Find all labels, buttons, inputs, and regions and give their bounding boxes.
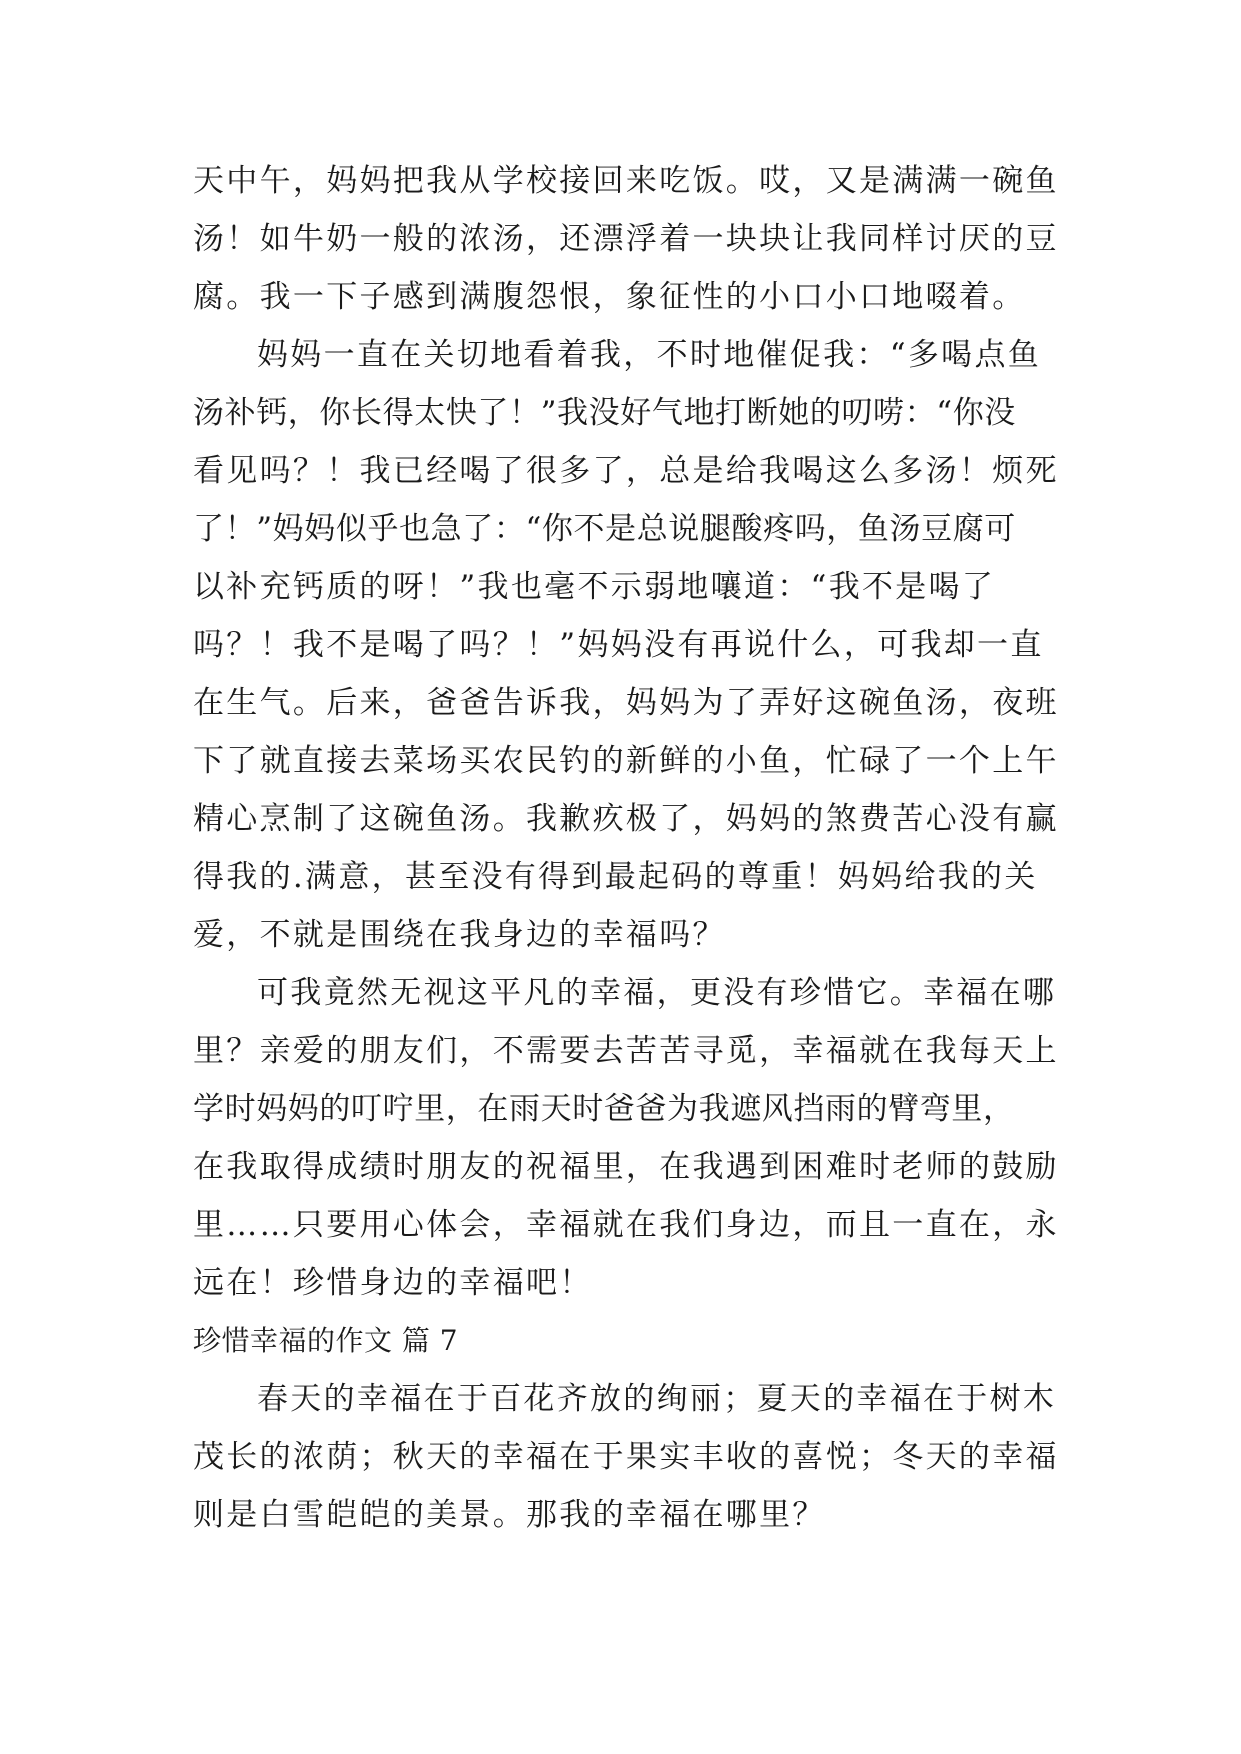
- text-line: 爱，不就是围绕在我身边的幸福吗？: [193, 917, 726, 953]
- text-line: 在我取得成绩时朋友的祝福里，在我遇到困难时老师的鼓励: [193, 1149, 1059, 1185]
- text-line: 下了就直接去菜场买农民钓的新鲜的小鱼，忙碌了一个上午: [193, 743, 1059, 779]
- text-line: 则是白雪皑皑的美景。那我的幸福在哪里？: [193, 1497, 826, 1533]
- text-line: 妈妈一直在关切地看着我，不时地催促我：“多喝点鱼: [257, 337, 1042, 373]
- text-line: 春天的幸福在于百花齐放的绚丽；夏天的幸福在于树木: [257, 1381, 1057, 1417]
- text-line: 吗？！我不是喝了吗？！”妈妈没有再说什么，可我却一直: [193, 627, 1044, 663]
- text-line: 在生气。后来，爸爸告诉我，妈妈为了弄好这碗鱼汤，夜班: [193, 685, 1059, 721]
- paragraph-fish-soup: [193, 326, 1059, 964]
- text-line: 了！”妈妈似乎也急了：“你不是总说腿酸疼吗，鱼汤豆腐可: [193, 511, 1016, 547]
- section-heading: 珍惜幸福的作文 篇 7: [193, 1324, 459, 1357]
- paragraph-continuation: [193, 152, 1059, 326]
- text-line: 里？亲爱的朋友们，不需要去苦苦寻觅，幸福就在我每天上: [193, 1033, 1059, 1069]
- text-line: 腐。我一下子感到满腹怨恨，象征性的小口小口地啜着。: [193, 279, 1026, 315]
- text-line: 可我竟然无视这平凡的幸福，更没有珍惜它。幸福在哪: [257, 975, 1057, 1011]
- essay-body: [193, 152, 1059, 1544]
- text-line: 精心烹制了这碗鱼汤。我歉疚极了，妈妈的煞费苦心没有赢: [193, 801, 1059, 837]
- text-line: 里……只要用心体会，幸福就在我们身边，而且一直在，永: [193, 1207, 1059, 1243]
- text-line: 茂长的浓荫；秋天的幸福在于果实丰收的喜悦；冬天的幸福: [193, 1439, 1059, 1475]
- text-line: 远在！珍惜身边的幸福吧！: [193, 1265, 593, 1301]
- paragraph-seasons: [193, 1370, 1059, 1544]
- text-line: 天中午，妈妈把我从学校接回来吃饭。哎，又是满满一碗鱼: [193, 163, 1059, 199]
- text-line: 以补充钙质的呀！”我也毫不示弱地嚷道：“我不是喝了: [193, 569, 996, 605]
- text-line: 汤！如牛奶一般的浓汤，还漂浮着一块块让我同样讨厌的豆: [193, 221, 1059, 257]
- text-line: 学时妈妈的叮咛里，在雨天时爸爸为我遮风挡雨的臂弯里，: [193, 1091, 1015, 1127]
- text-line: 汤补钙，你长得太快了！”我没好气地打断她的叨唠：“你没: [193, 395, 1016, 431]
- paragraph-cherish: [193, 964, 1059, 1312]
- text-line: 得我的.满意，甚至没有得到最起码的尊重！妈妈给我的关: [193, 859, 1038, 895]
- text-line: 看见吗？！我已经喝了很多了，总是给我喝这么多汤！烦死: [193, 453, 1059, 489]
